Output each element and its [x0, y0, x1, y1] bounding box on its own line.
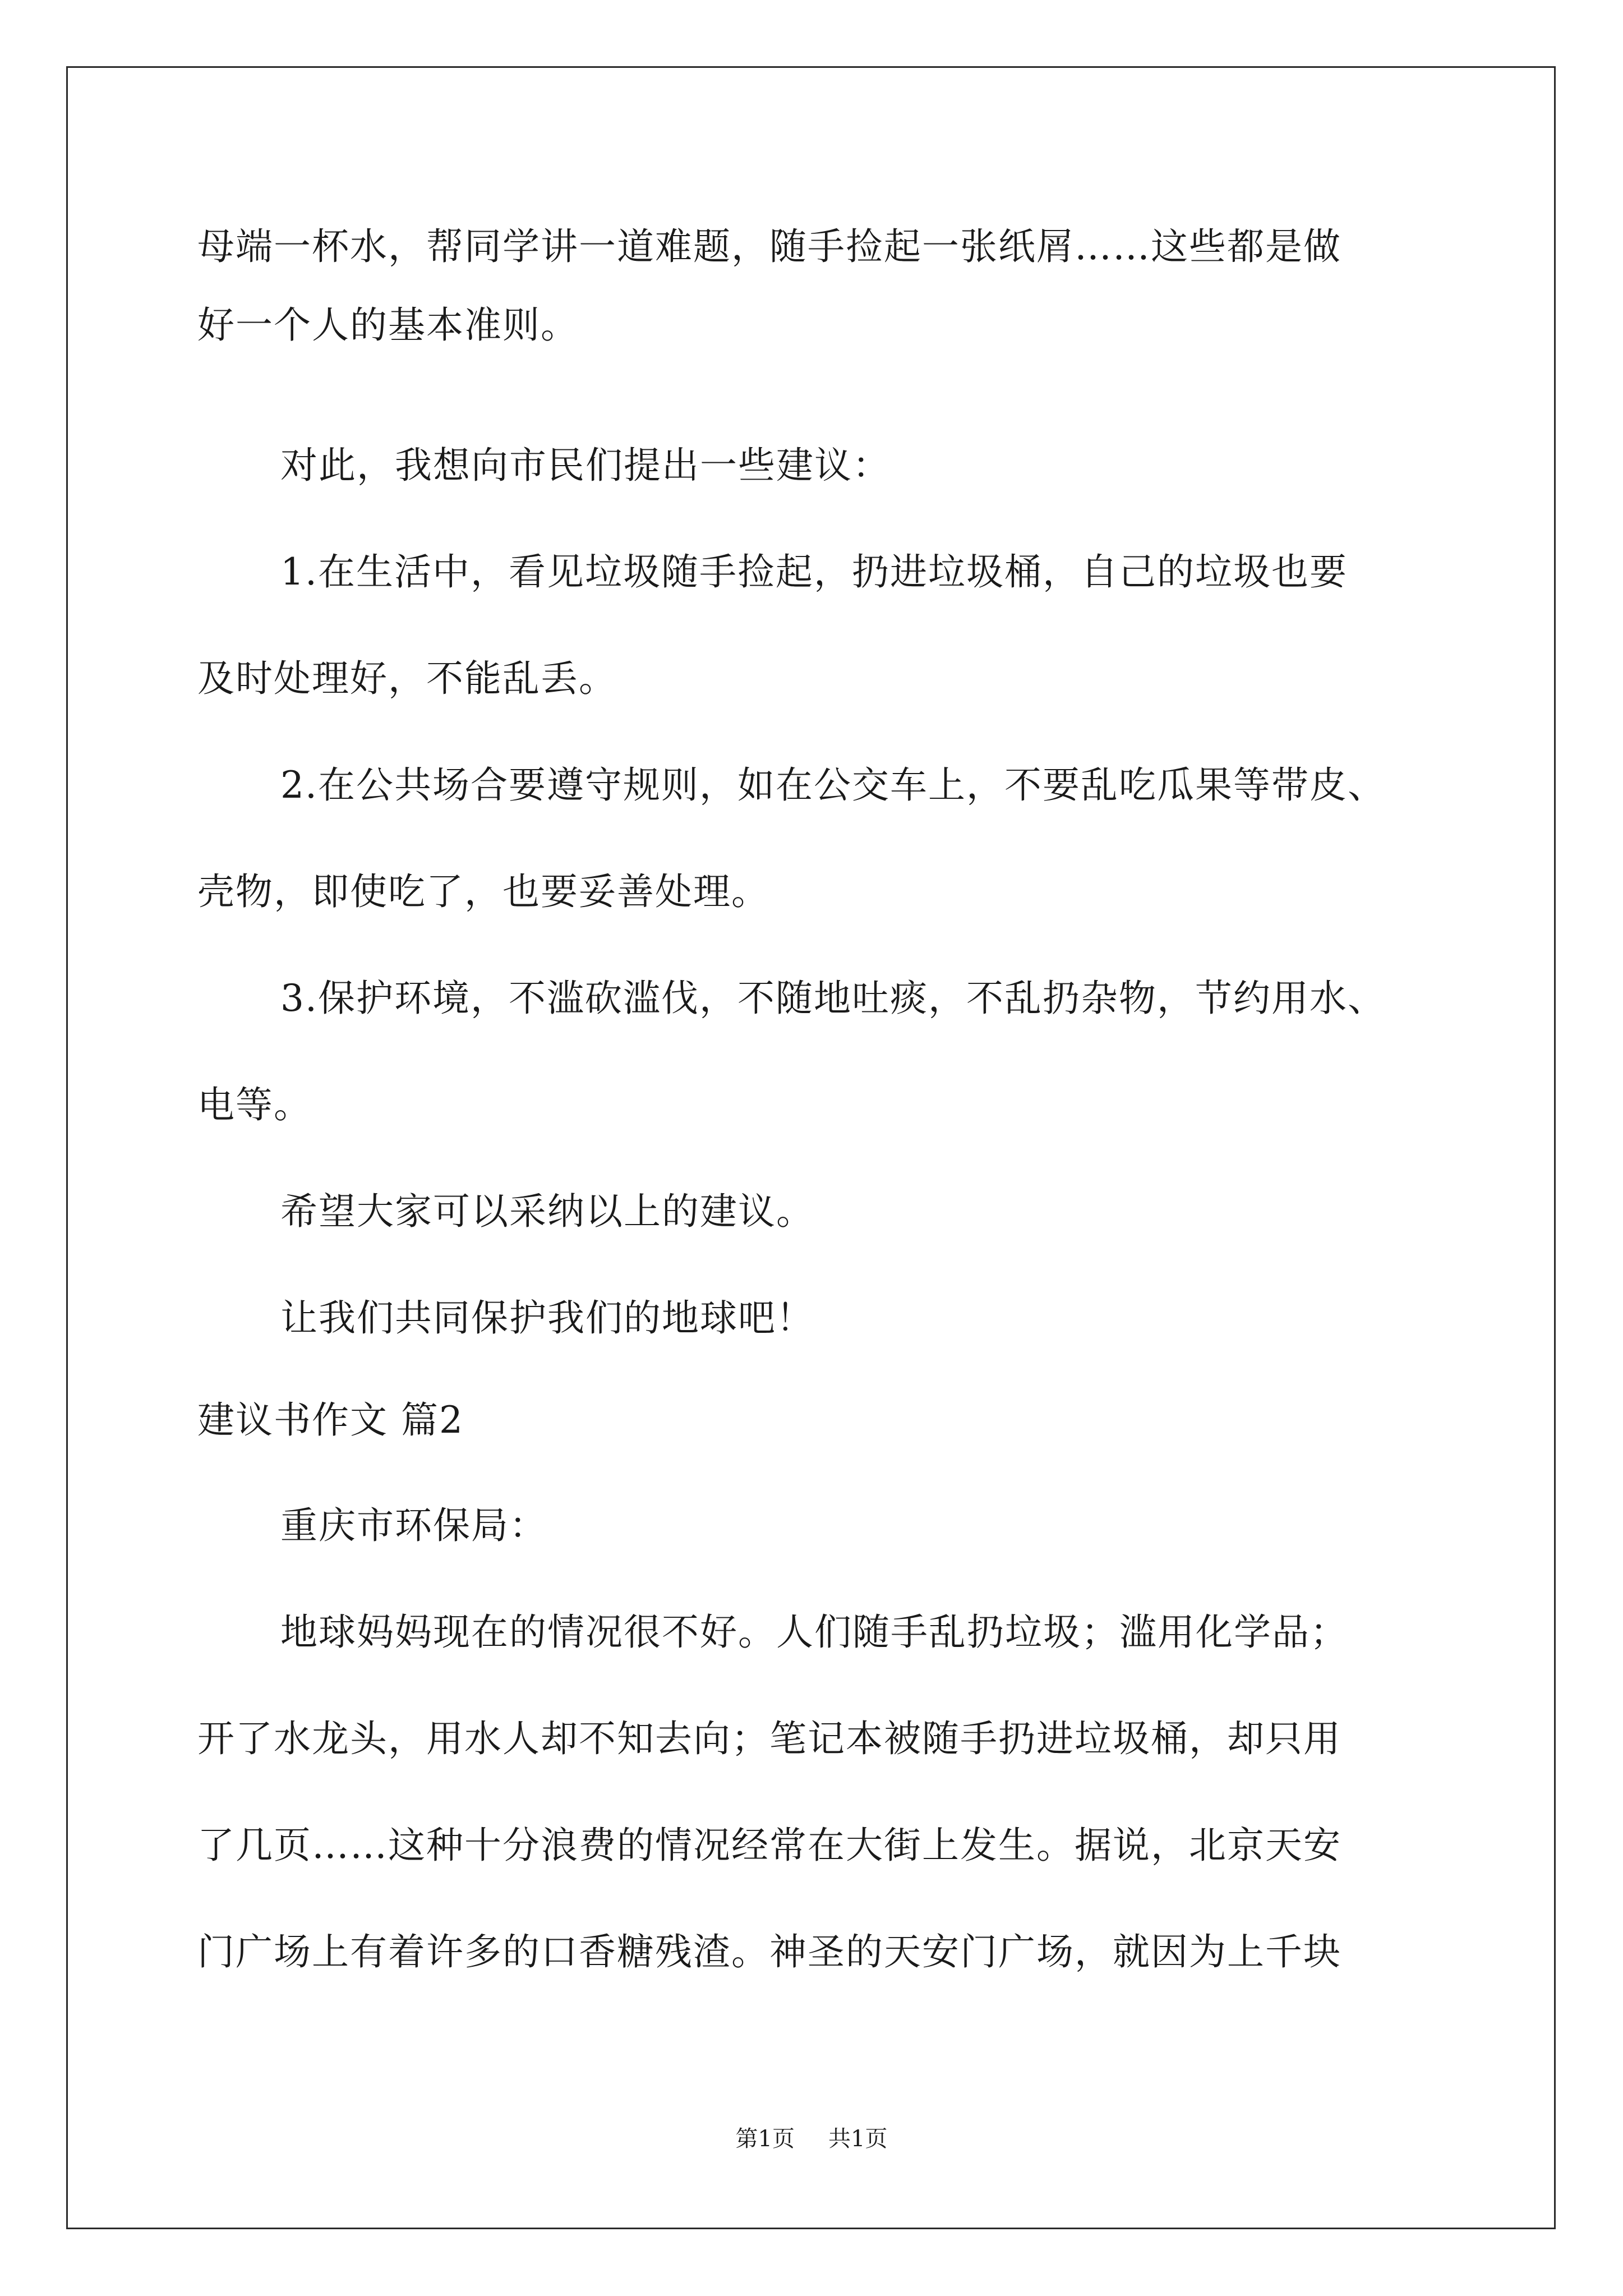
body-line: 地球妈妈现在的情况很不好。人们随手乱扔垃圾；滥用化学品；	[280, 1611, 1348, 1654]
page-footer	[0, 2125, 1623, 2153]
body-line: 电等。	[197, 1083, 312, 1126]
page-total: 共1页	[828, 2126, 888, 2152]
body-line: 2.在公共场合要遵守规则，如在公交车上，不要乱吃瓜果等带皮、	[280, 763, 1386, 807]
body-line: 3.保护环境，不滥砍滥伐，不随地吐痰，不乱扔杂物，节约用水、	[280, 977, 1386, 1020]
body-line: 对此，我想向市民们提出一些建议：	[280, 444, 891, 487]
page-border	[66, 66, 1556, 2229]
page-number: 第1页	[735, 2126, 795, 2152]
body-line: 重庆市环保局：	[280, 1504, 547, 1547]
body-line: 希望大家可以采纳以上的建议。	[280, 1190, 814, 1233]
body-line: 好一个人的基本准则。	[197, 303, 579, 347]
body-line: 及时处理好，不能乱丢。	[197, 657, 617, 700]
body-line: 开了水龙头，用水人却不知去向；笔记本被随手扔进垃圾桶，却只用	[197, 1717, 1341, 1760]
section-heading: 建议书作文 篇2	[197, 1398, 464, 1442]
body-line: 1.在生活中，看见垃圾随手捡起，扔进垃圾桶，自己的垃圾也要	[280, 550, 1348, 593]
body-line: 壳物，即使吃了，也要妥善处理。	[197, 870, 769, 913]
body-line: 让我们共同保护我们的地球吧！	[280, 1296, 814, 1340]
body-line: 了几页……这种十分浪费的情况经常在大街上发生。据说，北京天安	[197, 1824, 1341, 1867]
body-line: 门广场上有着许多的口香糖残渣。神圣的天安门广场，就因为上千块	[197, 1930, 1341, 1973]
body-line: 母端一杯水，帮同学讲一道难题，随手捡起一张纸屑……这些都是做	[197, 225, 1341, 268]
